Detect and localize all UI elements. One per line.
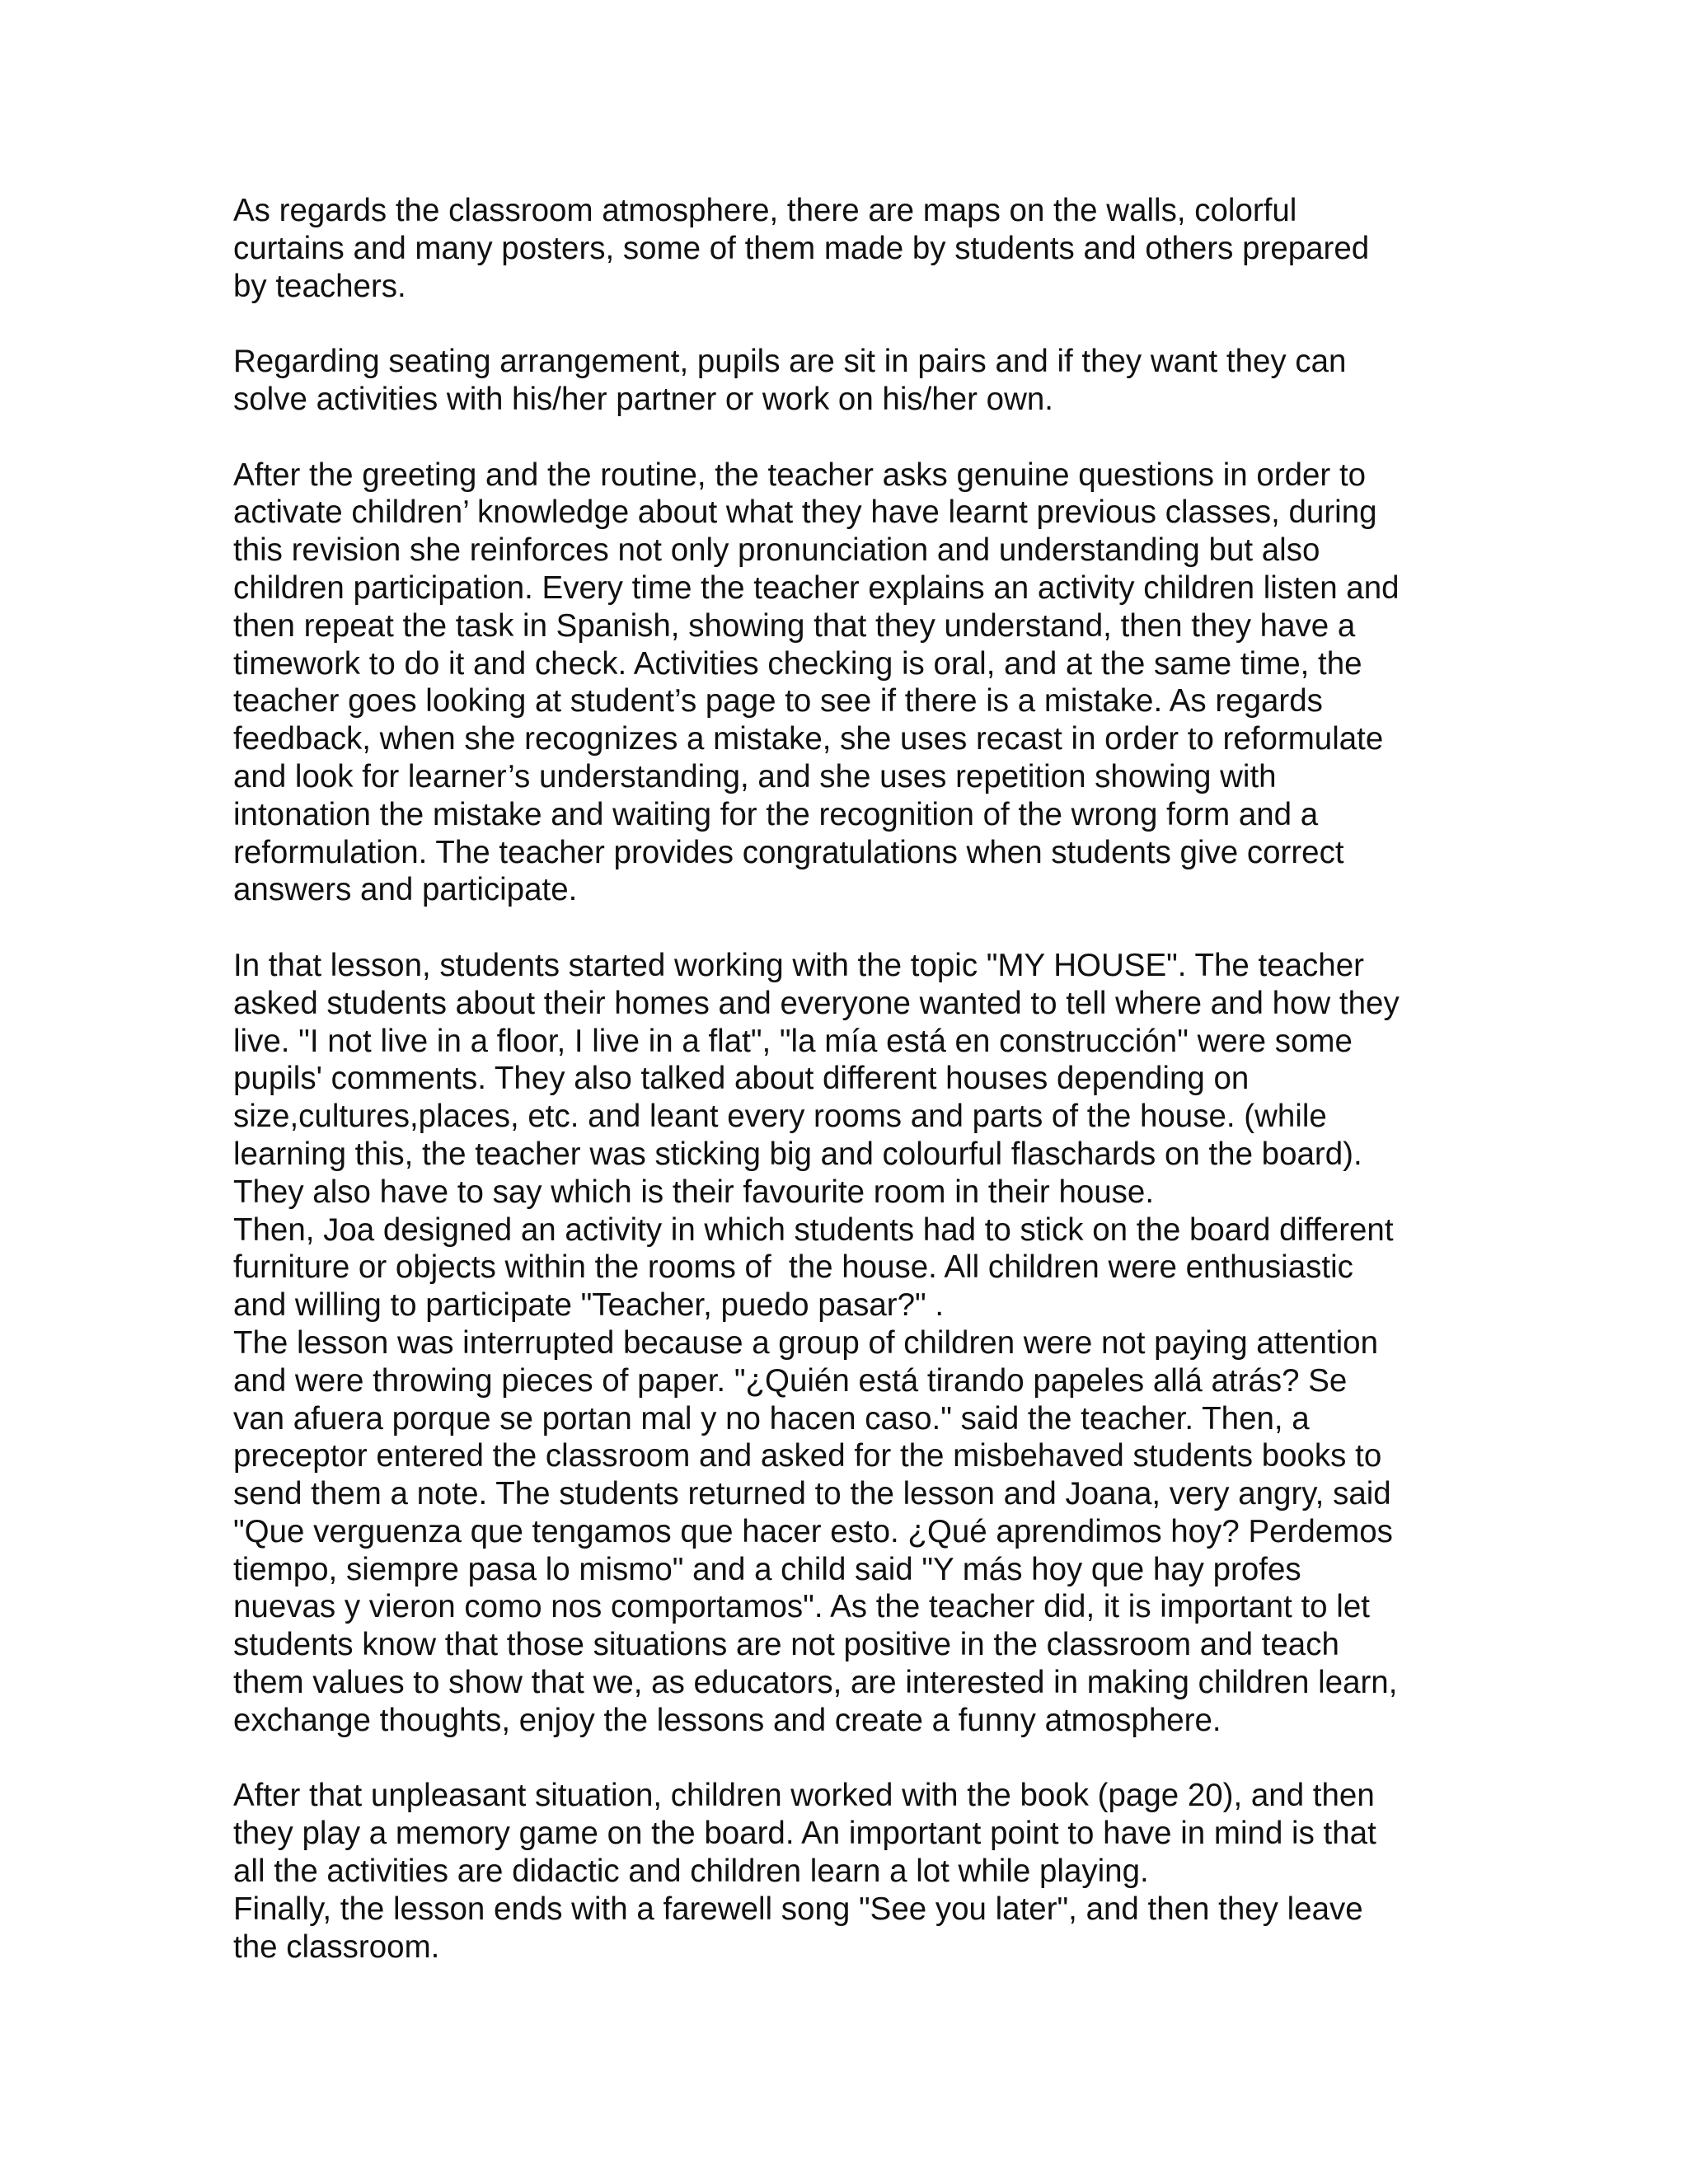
text-line: They also have to say which is their favourite room in their house. xyxy=(233,1174,1155,1210)
text-line: this revision she reinforces not only pronunciation and understanding but also xyxy=(233,532,1320,569)
text-line: The lesson was interrupted because a group of children were not paying attention xyxy=(233,1324,1379,1361)
text-line: send them a note. The students returned to the lesson and Joana, very angry, said xyxy=(233,1476,1391,1512)
document-body xyxy=(233,192,1470,2004)
text-line: As regards the classroom atmosphere, there are maps on the walls, colorful xyxy=(233,193,1297,228)
text-line: the classroom. xyxy=(233,1929,440,1965)
text-line: they play a memory game on the board. An important point to have in mind is that xyxy=(233,1816,1376,1852)
text-line: activate children’ knowledge about what they have learnt previous classes, during xyxy=(233,494,1377,531)
text-line: answers and participate. xyxy=(233,872,578,908)
text-line: Regarding seating arrangement, pupils are sit in pairs and if they want they can xyxy=(233,344,1347,380)
text-line: In that lesson, students started working with the topic "MY HOUSE". The teacher xyxy=(233,947,1364,983)
text-line: furniture or objects within the rooms of the house. All children were enthusiastic xyxy=(233,1249,1353,1286)
paragraph-my-house-lesson xyxy=(233,947,1470,1740)
text-line: curtains and many posters, some of them made by students and others prepared xyxy=(233,230,1370,266)
text-line: and look for learner’s understanding, and she uses repetition showing with xyxy=(233,758,1277,794)
text-line: and willing to participate "Teacher, puedo pasar?" . xyxy=(233,1287,945,1324)
text-line: intonation the mistake and waiting for the recognition of the wrong form and a xyxy=(233,796,1319,832)
text-line: nuevas y vieron como nos comportamos". As the teacher did, it is important to let xyxy=(233,1589,1370,1625)
text-line: them values to show that we, as educators, are interested in making children learn, xyxy=(233,1665,1398,1701)
text-line: teacher goes looking at student’s page to see if there is a mistake. As regards xyxy=(233,683,1323,719)
text-line: van afuera porque se portan mal y no hacen caso." said the teacher. Then, a xyxy=(233,1400,1310,1436)
text-line: Finally, the lesson ends with a farewell song "See you later", and then they leave xyxy=(233,1891,1363,1927)
paragraph-greeting-routine xyxy=(233,457,1470,910)
text-line: tiempo, siempre pasa lo mismo" and a child said "Y más hoy que hay profes xyxy=(233,1551,1301,1587)
text-line: students know that those situations are not positive in the classroom and teach xyxy=(233,1627,1339,1663)
text-line: size,cultures,places, etc. and leant every rooms and parts of the house. (while xyxy=(233,1099,1327,1135)
text-line: solve activities with his/her partner or work on his/her own. xyxy=(233,381,1054,417)
text-line: asked students about their homes and everyone wanted to tell where and how they xyxy=(233,985,1400,1021)
text-line: Then, Joa designed an activity in which students had to stick on the board different xyxy=(233,1212,1394,1248)
text-line: preceptor entered the classroom and asked for the misbehaved students books to xyxy=(233,1438,1382,1474)
text-line: After the greeting and the routine, the teacher asks genuine questions in order to xyxy=(233,457,1367,493)
text-line: exchange thoughts, enjoy the lessons and create a funny atmosphere. xyxy=(233,1702,1221,1738)
text-line: children participation. Every time the teacher explains an activity children listen and xyxy=(233,569,1400,606)
text-line: by teachers. xyxy=(233,268,406,304)
text-line: all the activities are didactic and children learn a lot while playing. xyxy=(233,1854,1149,1890)
text-line: feedback, when she recognizes a mistake, she uses recast in order to reformulate xyxy=(233,721,1384,757)
paragraph-classroom-atmosphere xyxy=(233,192,1470,305)
text-line: live. "I not live in a floor, I live in a flat", "la mía está en construcción" were some xyxy=(233,1023,1353,1059)
paragraph-after-situation xyxy=(233,1777,1470,1966)
text-line: reformulation. The teacher provides congratulations when students give correct xyxy=(233,834,1344,870)
text-line: timework to do it and check. Activities checking is oral, and at the same time, the xyxy=(233,645,1362,682)
text-line: "Que verguenza que tengamos que hacer esto. ¿Qué aprendimos hoy? Perdemos xyxy=(233,1513,1393,1549)
text-line: pupils' comments. They also talked about different houses depending on xyxy=(233,1061,1250,1097)
text-line: After that unpleasant situation, children worked with the book (page 20), and then xyxy=(233,1778,1375,1814)
text-line: and were throwing pieces of paper. "¿Quién está tirando papeles allá atrás? Se xyxy=(233,1362,1348,1399)
text-line: then repeat the task in Spanish, showing that they understand, then they have a xyxy=(233,607,1356,644)
text-line: learning this, the teacher was sticking big and colourful flaschards on the board). xyxy=(233,1136,1362,1172)
paragraph-seating-arrangement xyxy=(233,343,1470,419)
